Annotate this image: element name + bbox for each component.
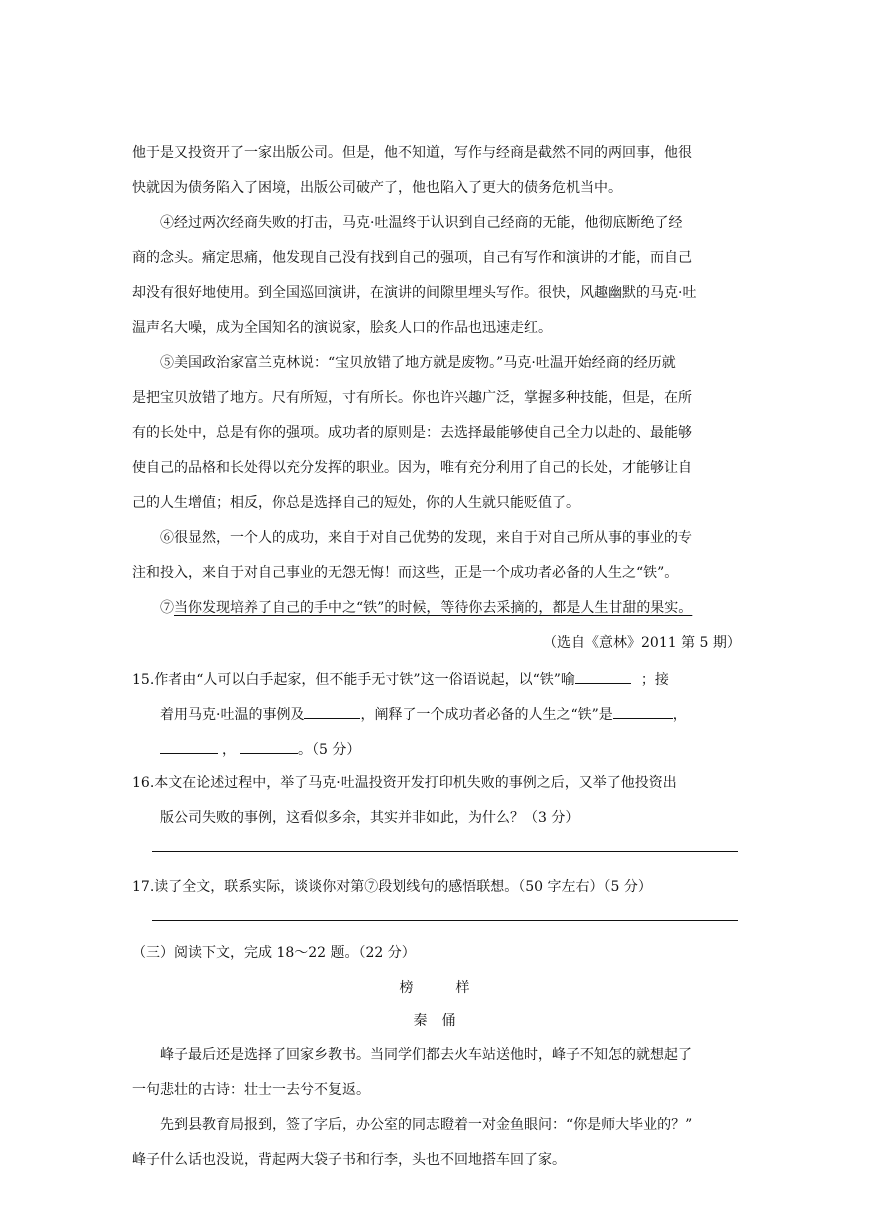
q15-text: 。（5 分） [298, 742, 361, 758]
body-line: 温声名大噪，成为全国知名的演说家，脍炙人口的作品也迅速走红。 [132, 320, 552, 336]
body-line: 注和投入，来自于对自己事业的无怨无悔！而这些，正是一个成功者必备的人生之“铁”。 [132, 565, 679, 581]
body-line: 是把宝贝放错了地方。尺有所短，寸有所长。你也许兴趣广泛，掌握多种技能，但是，在所 [132, 390, 692, 406]
story-title: 榜 样 [399, 980, 470, 996]
body-line: 却没有很好地使用。到全国巡回演讲，在演讲的间隙里埋头写作。很快，风趣幽默的马克·吐 [132, 285, 697, 301]
answer-blank[interactable] [613, 703, 673, 719]
question-16-line2: 版公司失败的事例，这看似多余，其实并非如此，为什么？（3 分） [160, 810, 580, 826]
question-16: 16.本文在论述过程中，举了马克·吐温投资开发打印机失败的事例之后，又举了他投资出 [132, 775, 677, 791]
paragraph-7 [160, 598, 692, 618]
underlined-sentence: 当你发现培养了自己的手中之“铁”的时候，等待你去采摘的，都是人生甘甜的果实。 [174, 600, 693, 616]
q15-text: 着用马克·吐温的事例及 [160, 707, 305, 723]
body-line: ④经过两次经商失败的打击，马克·吐温终于认识到自己经商的无能，他彻底断绝了经 [160, 215, 683, 231]
body-line: 有的长处中，总是有你的强项。成功者的原则是：去选择最能够使自己全力以赴的、最能够 [132, 425, 692, 441]
answer-blank[interactable] [240, 738, 298, 754]
story-line: 一句悲壮的古诗：壮士一去兮不复返。 [132, 1082, 370, 1098]
body-line: ⑥很显然，一个人的成功，来自于对自己优势的发现，来自于对自己所从事的事业的专 [160, 530, 692, 546]
body-line: 快就因为债务陷入了困境，出版公司破产了，他也陷入了更大的债务危机当中。 [132, 180, 622, 196]
paragraph-number: ⑦ [160, 600, 174, 616]
body-line: 商的念头。痛定思痛，他发现自己没有找到自己的强项，自己有写作和演讲的才能，而自己 [132, 250, 692, 266]
story-line: 峰子什么话也没说，背起两大袋子书和行李，头也不回地搭车回了家。 [132, 1152, 566, 1168]
answer-blank[interactable] [575, 668, 631, 684]
source-citation: （选自《意林》2011 第 5 期） [543, 635, 741, 651]
question-15-line3 [160, 738, 360, 760]
body-line: 使自己的品格和长处得以充分发挥的职业。因为，唯有充分利用了自己的长处，才能够让自 [132, 460, 692, 476]
q15-text: 15.作者由“人可以白手起家，但不能手无寸铁”这一俗语说起，以“铁”喻 [132, 672, 575, 688]
body-line: 他于是又投资开了一家出版公司。但是，他不知道，写作与经商是截然不同的两回事，他很 [132, 145, 692, 161]
q15-text: ， [672, 707, 687, 723]
q15-text: ；接 [640, 672, 669, 688]
answer-blank[interactable] [160, 738, 218, 754]
q15-text: ， [222, 742, 236, 758]
question-15 [132, 668, 669, 690]
question-17: 17.读了全文，联系实际，谈谈你对第⑦段划线句的感悟联想。（50 字左右）（5 分） [132, 879, 652, 895]
story-line: 峰子最后还是选择了回家乡教书。当同学们都去火车站送他时，峰子不知怎的就想起了 [160, 1047, 692, 1063]
q15-text: ，阐释了一个成功者必备的人生之“铁”是 [360, 707, 613, 723]
story-line: 先到县教育局报到，签了字后，办公室的同志瞪着一对金鱼眼问：“你是师大毕业的？” [160, 1117, 693, 1133]
question-15-line2 [160, 703, 687, 725]
section-heading: （三）阅读下文，完成 18～22 题。（22 分） [132, 945, 416, 961]
answer-line[interactable] [152, 920, 738, 921]
answer-blank[interactable] [304, 703, 360, 719]
body-line: ⑤美国政治家富兰克林说：“宝贝放错了地方就是废物。”马克·吐温开始经商的经历就 [160, 355, 676, 371]
body-line: 己的人生增值；相反，你总是选择自己的短处，你的人生就只能贬值了。 [132, 495, 580, 511]
answer-line[interactable] [152, 851, 738, 852]
story-author: 秦 俑 [413, 1013, 456, 1029]
